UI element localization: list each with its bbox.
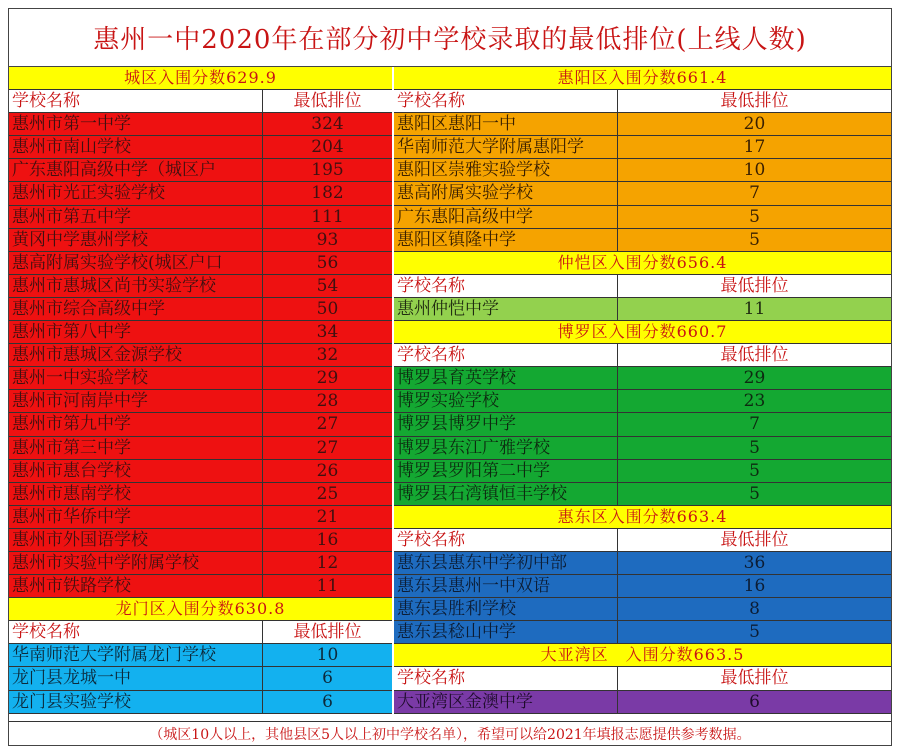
min-rank: 5 <box>749 437 760 458</box>
min-rank: 26 <box>316 460 339 481</box>
table-row <box>9 182 392 205</box>
table-row <box>9 159 392 182</box>
min-rank: 20 <box>743 114 766 135</box>
column-header-row <box>9 621 392 644</box>
school-name: 博罗县罗阳第二中学 <box>394 460 618 482</box>
min-rank: 5 <box>749 622 760 643</box>
min-rank: 93 <box>316 229 339 250</box>
min-rank: 32 <box>316 345 339 366</box>
column-header-school: 学校名称 <box>394 90 618 112</box>
min-rank: 56 <box>316 252 339 273</box>
table-row <box>9 575 392 598</box>
table-row <box>394 113 891 136</box>
column-header-row <box>394 344 891 367</box>
section-header <box>394 252 891 275</box>
school-name: 惠州一中实验学校 <box>9 367 263 389</box>
min-rank: 12 <box>316 552 339 573</box>
school-name: 惠州市第三中学 <box>9 437 263 459</box>
table-row <box>9 506 392 529</box>
table-row <box>394 390 891 413</box>
school-name: 惠东县惠州一中双语 <box>394 575 618 597</box>
school-name: 惠高附属实验学校 <box>394 182 618 204</box>
column-header-rank: 最低排位 <box>720 275 789 296</box>
table-row <box>9 552 392 575</box>
min-rank: 8 <box>749 599 760 620</box>
column-header-row <box>9 90 392 113</box>
column-header-rank: 最低排位 <box>720 91 789 112</box>
school-name: 惠州市南山学校 <box>9 136 263 158</box>
min-rank: 6 <box>322 668 333 689</box>
table-row <box>394 229 891 252</box>
school-name: 惠州市惠台学校 <box>9 460 263 482</box>
min-rank: 29 <box>743 368 766 389</box>
table-row <box>9 483 392 506</box>
column-header-school: 学校名称 <box>394 344 618 366</box>
table-row <box>9 367 392 390</box>
min-rank: 5 <box>749 460 760 481</box>
school-name: 广东惠阳高级中学（城区户 <box>9 159 263 181</box>
table-row <box>9 298 392 321</box>
school-name: 惠州市惠城区尚书实验学校 <box>9 275 263 297</box>
school-name: 惠州市惠城区金源学校 <box>9 344 263 366</box>
min-rank: 6 <box>749 691 760 712</box>
min-rank: 5 <box>749 483 760 504</box>
min-rank: 16 <box>316 529 339 550</box>
min-rank: 11 <box>743 298 766 319</box>
table-row <box>394 182 891 205</box>
section-header <box>394 321 891 344</box>
column-header-rank: 最低排位 <box>720 529 789 550</box>
column-header-school: 学校名称 <box>9 621 263 643</box>
school-name: 惠高附属实验学校(城区户口 <box>9 252 263 274</box>
min-rank: 11 <box>316 576 339 597</box>
school-name: 惠阳区惠阳一中 <box>394 113 618 135</box>
table-row <box>9 344 392 367</box>
min-rank: 7 <box>749 183 760 204</box>
school-name: 惠东县惠东中学初中部 <box>394 552 618 574</box>
table-row <box>394 483 891 506</box>
min-rank: 27 <box>316 437 339 458</box>
table-row <box>394 413 891 436</box>
table-row <box>9 691 392 714</box>
section-title: 惠东区入围分数663.4 <box>557 506 728 526</box>
min-rank: 16 <box>743 576 766 597</box>
school-name: 龙门县龙城一中 <box>9 667 263 689</box>
school-name: 惠州仲恺中学 <box>394 298 618 320</box>
table-row <box>394 437 891 460</box>
table-row <box>9 667 392 690</box>
section-header <box>394 644 891 667</box>
school-name: 惠州市铁路学校 <box>9 575 263 597</box>
table-row <box>9 136 392 159</box>
table-row <box>394 691 891 714</box>
section-title: 惠阳区入围分数661.4 <box>557 68 728 87</box>
section-title: 大亚湾区 入围分数663.5 <box>540 645 745 665</box>
table-row <box>394 575 891 598</box>
school-name: 黄冈中学惠州学校 <box>9 229 263 251</box>
min-rank: 50 <box>316 298 339 319</box>
school-name: 博罗县博罗中学 <box>394 413 618 435</box>
table-row <box>9 252 392 275</box>
min-rank: 324 <box>311 114 344 135</box>
table-row <box>9 644 392 667</box>
school-name: 大亚湾区金澳中学 <box>394 691 618 713</box>
column-header-rank: 最低排位 <box>293 91 362 112</box>
min-rank: 36 <box>743 552 766 573</box>
school-name: 惠东县胜利学校 <box>394 598 618 620</box>
min-rank: 7 <box>749 414 760 435</box>
school-name: 惠东县稔山中学 <box>394 621 618 643</box>
min-rank: 21 <box>316 506 339 527</box>
school-name: 华南师范大学附属惠阳学 <box>394 136 618 158</box>
school-name: 惠州市第九中学 <box>9 413 263 435</box>
column-header-rank: 最低排位 <box>720 668 789 689</box>
table-row <box>394 367 891 390</box>
school-name: 博罗县石湾镇恒丰学校 <box>394 483 618 505</box>
min-rank: 34 <box>316 322 339 343</box>
section-title: 龙门区入围分数630.8 <box>115 599 286 619</box>
school-name: 惠州市第一中学 <box>9 113 263 135</box>
table-row <box>394 552 891 575</box>
school-name: 惠州市光正实验学校 <box>9 182 263 204</box>
column-header-rank: 最低排位 <box>293 622 362 643</box>
school-name: 惠阳区崇雅实验学校 <box>394 159 618 181</box>
table-row <box>9 275 392 298</box>
min-rank: 6 <box>322 691 333 712</box>
column-header-row <box>394 275 891 298</box>
school-name: 惠州市外国语学校 <box>9 529 263 551</box>
table-row <box>394 136 891 159</box>
section-header <box>9 67 392 90</box>
school-name: 广东惠阳高级中学 <box>394 206 618 228</box>
table-row <box>394 621 891 644</box>
table-row <box>9 390 392 413</box>
min-rank: 5 <box>749 229 760 250</box>
table-row <box>9 206 392 229</box>
column-header-school: 学校名称 <box>394 529 618 551</box>
min-rank: 25 <box>316 483 339 504</box>
section-title: 博罗区入围分数660.7 <box>557 322 728 342</box>
school-name: 惠州市惠南学校 <box>9 483 263 505</box>
min-rank: 111 <box>311 206 344 227</box>
min-rank: 28 <box>316 391 339 412</box>
school-name: 惠州市第五中学 <box>9 206 263 228</box>
school-name: 惠州市综合高级中学 <box>9 298 263 320</box>
min-rank: 54 <box>316 275 339 296</box>
school-name: 惠州市河南岸中学 <box>9 390 263 412</box>
admission-table-sheet <box>8 8 892 746</box>
min-rank: 204 <box>311 137 344 158</box>
min-rank: 10 <box>316 645 339 666</box>
school-name: 惠州市实验中学附属学校 <box>9 552 263 574</box>
min-rank: 29 <box>316 368 339 389</box>
section-header <box>9 598 392 621</box>
school-name: 博罗县育英学校 <box>394 367 618 389</box>
school-name: 惠州市华侨中学 <box>9 506 263 528</box>
column-header-row <box>394 529 891 552</box>
footer-note: （城区10人以上，其他县区5人以上初中学校名单），希望可以给2021年填报志愿提供参考数据。 <box>9 721 891 745</box>
table-row <box>9 413 392 436</box>
table-row <box>394 159 891 182</box>
table-row <box>394 206 891 229</box>
section-header <box>394 506 891 529</box>
min-rank: 195 <box>311 160 344 181</box>
table-row <box>9 229 392 252</box>
column-header-row <box>394 90 891 113</box>
school-name: 惠阳区镇隆中学 <box>394 229 618 251</box>
school-name: 龙门县实验学校 <box>9 691 263 713</box>
left-column <box>9 67 392 714</box>
column-header-school: 学校名称 <box>9 90 263 112</box>
section-title: 仲恺区入围分数656.4 <box>557 252 728 272</box>
section-header <box>394 67 891 90</box>
table-row <box>394 598 891 621</box>
min-rank: 23 <box>743 391 766 412</box>
school-name: 华南师范大学附属龙门学校 <box>9 644 263 666</box>
table-row <box>394 460 891 483</box>
table-row <box>9 113 392 136</box>
table-row <box>9 321 392 344</box>
min-rank: 17 <box>743 137 766 158</box>
min-rank: 5 <box>749 206 760 227</box>
min-rank: 27 <box>316 414 339 435</box>
column-header-school: 学校名称 <box>394 667 618 689</box>
table-row <box>394 298 891 321</box>
table-row <box>9 529 392 552</box>
school-name: 博罗实验学校 <box>394 390 618 412</box>
table-row <box>9 437 392 460</box>
min-rank: 182 <box>311 183 344 204</box>
table-row <box>9 460 392 483</box>
section-title: 城区入围分数629.9 <box>124 68 277 87</box>
right-column <box>394 67 891 714</box>
column-header-rank: 最低排位 <box>720 345 789 366</box>
column-header-row <box>394 667 891 690</box>
school-name: 惠州市第八中学 <box>9 321 263 343</box>
column-header-school: 学校名称 <box>394 275 618 297</box>
min-rank: 10 <box>743 160 766 181</box>
school-name: 博罗县东江广雅学校 <box>394 437 618 459</box>
page-title: 惠州一中2020年在部分初中学校录取的最低排位(上线人数) <box>9 9 891 67</box>
